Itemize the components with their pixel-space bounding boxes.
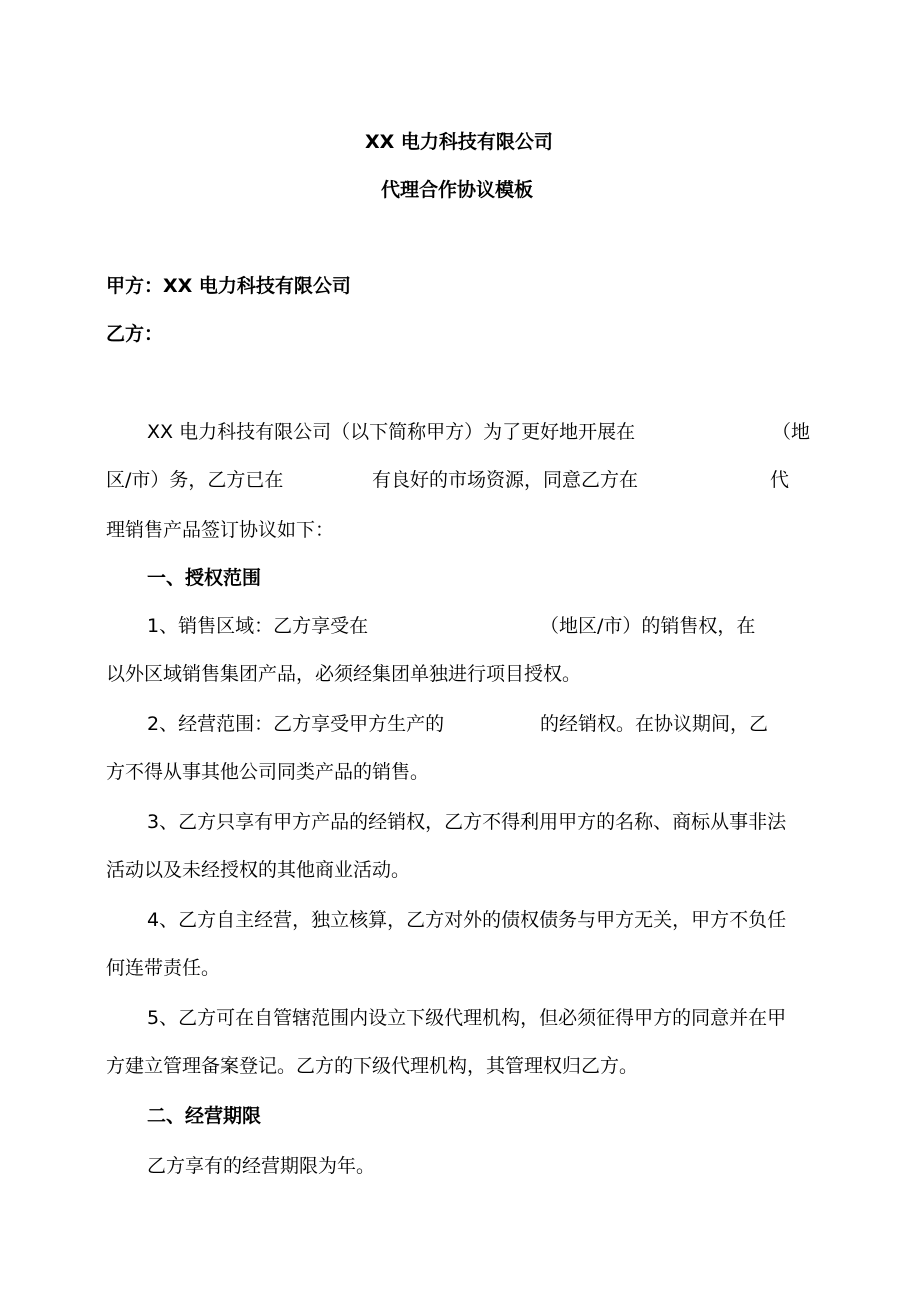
intro-line2-b: 有良好的市场资源，同意乙方在 <box>372 469 639 491</box>
item5-line2: 方建立管理备案登记。乙方的下级代理机构，其管理权归乙方。 <box>106 1055 639 1077</box>
item2-line2: 方不得从事其他公司同类产品的销售。 <box>106 761 430 783</box>
section1-heading: 一、授权范围 <box>147 567 262 589</box>
intro-line2-a: 区/市）务，乙方已在 <box>106 469 284 491</box>
section2-body: 乙方享有的经营期限为年。 <box>147 1155 376 1177</box>
intro-line2-c: 代 <box>770 469 790 491</box>
item1-line1-b: （地区/市）的销售权，在 <box>540 615 756 637</box>
item3-line1: 3、乙方只享有甲方产品的经销权，乙方不得利用甲方的名称、商标从事非法 <box>147 811 787 833</box>
party-a: 甲方：XX 电力科技有限公司 <box>106 275 351 297</box>
item1-line1-a: 1、销售区域：乙方享受在 <box>147 615 369 637</box>
intro-line1-b: （地 <box>772 421 811 443</box>
intro-line1-a: XX 电力科技有限公司（以下简称甲方）为了更好地开展在 <box>147 421 636 443</box>
item2-line1-b: 的经销权。在协议期间，乙 <box>540 713 769 735</box>
item2-line1-a: 2、经营范围：乙方享受甲方生产的 <box>147 713 445 735</box>
intro-line3: 理销售产品签订协议如下： <box>106 519 335 541</box>
company-title: XX 电力科技有限公司 <box>365 131 553 153</box>
item3-line2: 活动以及未经授权的其他商业活动。 <box>106 859 411 881</box>
document-title: 代理合作协议模板 <box>381 179 534 201</box>
item5-line1: 5、乙方可在自管辖范围内设立下级代理机构，但必须征得甲方的同意并在甲 <box>147 1007 787 1029</box>
party-b: 乙方： <box>106 323 164 345</box>
item4-line1: 4、乙方自主经营，独立核算，乙方对外的债权债务与甲方无关，甲方不负任 <box>147 909 787 931</box>
item1-line2: 以外区域销售集团产品，必须经集团单独进行项目授权。 <box>106 663 582 685</box>
item4-line2: 何连带责任。 <box>106 957 221 979</box>
section2-heading: 二、经营期限 <box>147 1105 262 1127</box>
